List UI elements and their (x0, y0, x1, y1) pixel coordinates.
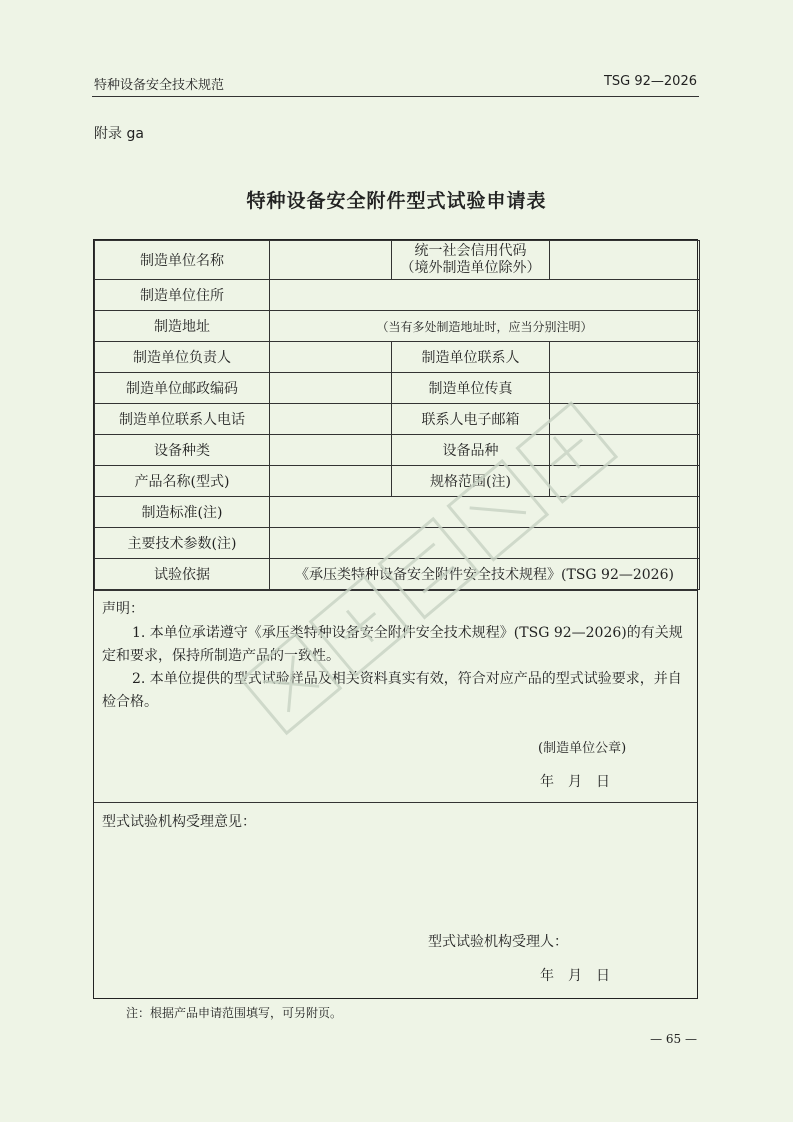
row-equip-type (95, 435, 700, 466)
label-equip-variety: 设备品种 (392, 435, 550, 466)
declaration-section (94, 590, 697, 802)
field-mfr-head[interactable] (270, 342, 392, 373)
acceptance-section (94, 802, 697, 998)
label-mfr-head: 制造单位负责人 (95, 342, 270, 373)
declaration-item-2: 2. 本单位提供的型式试验样品及相关资料真实有效，符合对应产品的型式试验要求，并自检合格。 (102, 671, 682, 710)
application-form (93, 239, 698, 999)
credit-code-line1: 统一社会信用代码 (414, 243, 527, 259)
field-equip-variety[interactable] (550, 435, 700, 466)
header-rule (92, 96, 699, 97)
row-standard (95, 497, 700, 528)
field-credit-code[interactable] (550, 241, 700, 280)
field-mfr-postcode[interactable] (270, 373, 392, 404)
label-equip-type: 设备种类 (95, 435, 270, 466)
seal-label: (制造单位公章) (538, 741, 627, 756)
label-credit-code (392, 241, 550, 280)
form-title: 特种设备安全附件型式试验申请表 (246, 190, 547, 212)
label-mfg-site: 制造地址 (95, 311, 270, 342)
field-contact-phone[interactable] (270, 404, 392, 435)
label-mfr-postcode: 制造单位邮政编码 (95, 373, 270, 404)
field-main-params[interactable] (270, 528, 700, 559)
field-spec-range[interactable] (550, 466, 700, 497)
acceptance-heading: 型式试验机构受理意见： (102, 814, 256, 830)
row-mfr-name (95, 241, 700, 280)
label-contact-phone: 制造单位联系人电话 (95, 404, 270, 435)
label-mfr-address: 制造单位住所 (95, 280, 270, 311)
appendix-label: 附录 ga (94, 126, 144, 142)
page-number: — 65 — (650, 1032, 697, 1046)
form-table (94, 240, 700, 590)
field-equip-type[interactable] (270, 435, 392, 466)
row-mfr-address (95, 280, 700, 311)
header-left: 特种设备安全技术规范 (94, 78, 225, 93)
row-mfg-site (95, 311, 700, 342)
label-mfr-name: 制造单位名称 (95, 241, 270, 280)
declaration-heading: 声明： (102, 601, 144, 617)
field-contact-email[interactable] (550, 404, 700, 435)
row-phone-email (95, 404, 700, 435)
field-mfg-standard[interactable] (270, 497, 700, 528)
field-mfr-name[interactable] (270, 241, 392, 280)
row-postcode-fax (95, 373, 700, 404)
row-head-contact (95, 342, 700, 373)
label-mfg-standard: 制造标准(注) (95, 497, 270, 528)
label-mfr-contact: 制造单位联系人 (392, 342, 550, 373)
label-mfr-fax: 制造单位传真 (392, 373, 550, 404)
acceptor-label: 型式试验机构受理人： (428, 934, 568, 950)
label-spec-range: 规格范围(注) (392, 466, 550, 497)
declaration-date: 年 月 日 (540, 774, 610, 790)
row-params (95, 528, 700, 559)
field-mfg-site[interactable]: （当有多处制造地址时，应当分别注明） (270, 311, 700, 342)
label-product-name: 产品名称(型式) (95, 466, 270, 497)
label-test-basis: 试验依据 (95, 559, 270, 590)
field-test-basis: 《承压类特种设备安全附件安全技术规程》(TSG 92—2026) (270, 559, 700, 590)
acceptance-date: 年 月 日 (540, 968, 610, 984)
credit-code-line2: （境外制造单位除外） (400, 260, 541, 276)
field-mfr-contact[interactable] (550, 342, 700, 373)
field-product-name[interactable] (270, 466, 392, 497)
footnote: 注：根据产品申请范围填写，可另附页。 (126, 1006, 343, 1020)
header-right: TSG 92—2026 (603, 74, 697, 89)
label-contact-email: 联系人电子邮箱 (392, 404, 550, 435)
field-mfr-address[interactable] (270, 280, 700, 311)
declaration-item-1: 1. 本单位承诺遵守《承压类特种设备安全附件安全技术规程》(TSG 92—2026)的有关规定和要求，保持所制造产品的一致性。 (102, 625, 683, 664)
field-mfr-fax[interactable] (550, 373, 700, 404)
label-main-params: 主要技术参数(注) (95, 528, 270, 559)
row-product (95, 466, 700, 497)
row-test-basis (95, 559, 700, 590)
